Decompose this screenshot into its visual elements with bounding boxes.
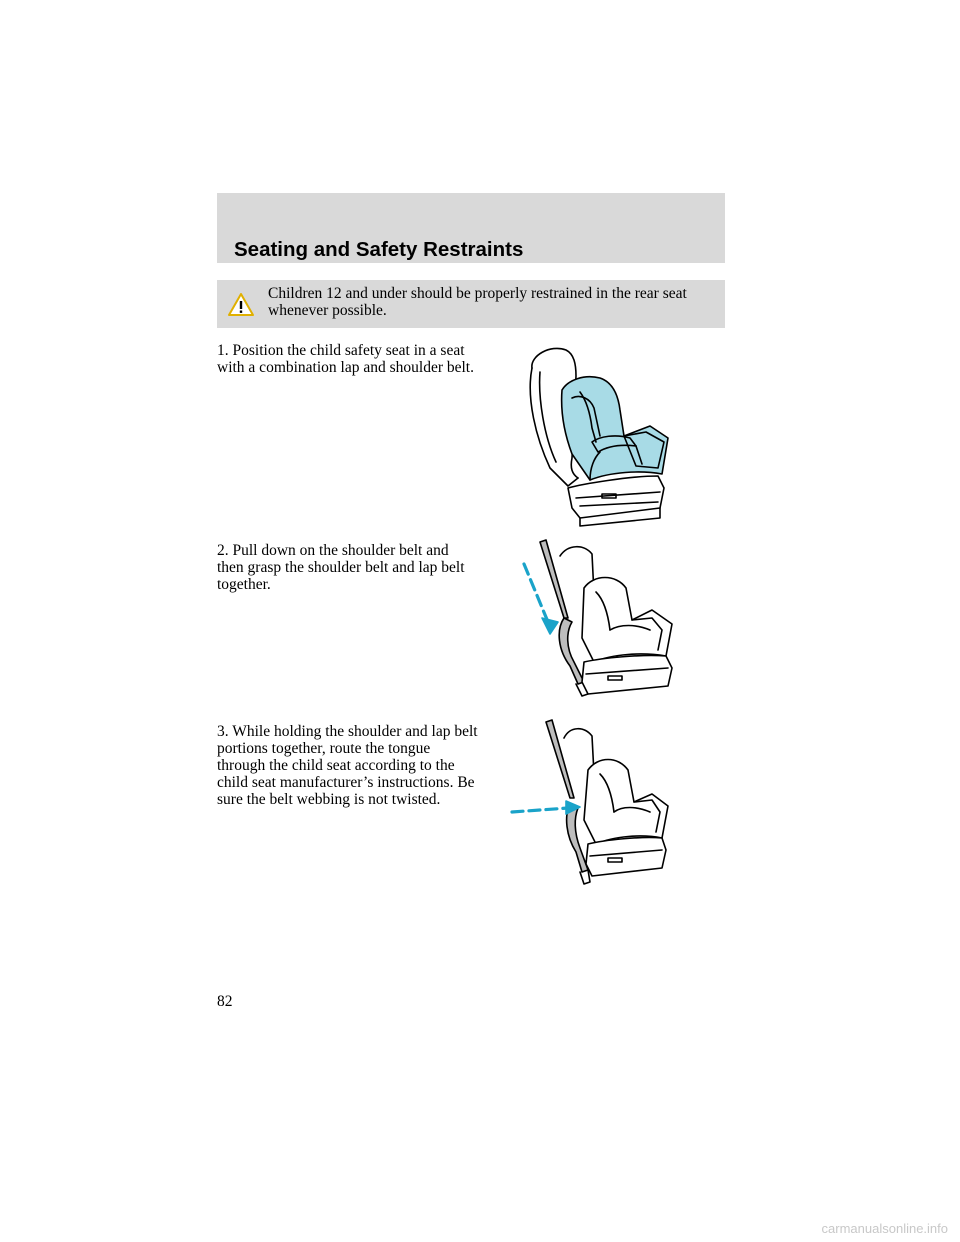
warning-text: Children 12 and under should be properly restrained in the rear seat whenever possible. — [268, 285, 687, 319]
watermark: carmanualsonline.info — [821, 1221, 948, 1236]
pull-belt-illustration — [512, 534, 682, 704]
step-2-text: 2. Pull down on the shoulder belt and then grasp the shoulder belt and lap belt together. — [217, 542, 465, 593]
page-number: 82 — [217, 993, 233, 1010]
step-3-text: 3. While holding the shoulder and lap belt portions together, route the tongue through the child seat according to the child seat manufacturer’s instructions. Be sure the belt webbing is not twisted. — [217, 723, 478, 808]
warning-triangle-icon — [227, 292, 255, 318]
route-tongue-illustration — [508, 714, 678, 889]
step-1-text: 1. Position the child safety seat in a seat with a combination lap and shoulder belt. — [217, 342, 474, 376]
section-title: Seating and Safety Restraints — [234, 238, 524, 261]
warning-box — [217, 280, 725, 328]
child-seat-in-vehicle-seat-illustration — [520, 338, 680, 528]
